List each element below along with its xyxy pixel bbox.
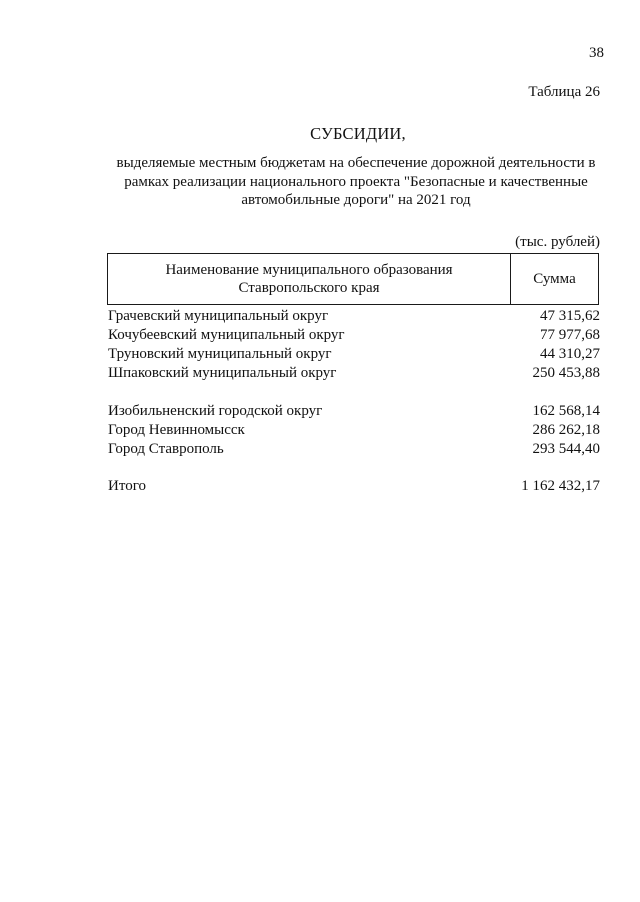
row-value: 162 568,14 [532, 402, 600, 419]
table-row [108, 345, 600, 364]
header-sum-cell: Сумма [533, 270, 576, 287]
units-note: (тыс. рублей) [515, 234, 600, 250]
table-body [108, 307, 600, 496]
subtitle-line: рамках реализации национального проекта "Безопасные и качественные [124, 173, 588, 190]
header-name-line: Наименование муниципального образования [165, 261, 453, 278]
row-value: 44 310,27 [540, 346, 600, 362]
row-value: 250 453,88 [532, 365, 600, 381]
row-value: 293 544,40 [532, 440, 600, 457]
row-value: 77 977,68 [540, 327, 600, 343]
row-name: Грачевский муниципальный округ [108, 308, 329, 324]
row-name: Шпаковский муниципальный округ [108, 365, 337, 381]
table-row [108, 364, 600, 383]
row-value: 286 262,18 [532, 421, 600, 438]
row-name: Город Ставрополь [108, 440, 224, 457]
total-row [108, 477, 600, 496]
row-value: 47 315,62 [540, 308, 600, 324]
document-subtitle [110, 154, 602, 210]
row-name: Город Невинномысск [108, 421, 245, 438]
table-row [108, 326, 600, 345]
subtitle-line: выделяемые местным бюджетам на обеспечение дорожной деятельности в [116, 155, 596, 171]
subtitle-line: автомобильные дороги" на 2021 год [241, 192, 471, 208]
page-number: 38 [589, 45, 604, 61]
header-name-line: Ставропольского края [238, 280, 380, 296]
table-row [108, 440, 600, 459]
table-header [107, 253, 599, 305]
row-name: Кочубеевский муниципальный округ [108, 327, 345, 343]
total-value: 1 162 432,17 [521, 478, 600, 494]
row-spacer [108, 383, 600, 402]
row-name: Труновский муниципальный округ [108, 346, 332, 362]
table-label: Таблица 26 [528, 84, 600, 100]
header-name-cell [108, 254, 511, 304]
table-row [108, 421, 600, 440]
document-title: СУБСИДИИ, [310, 124, 406, 143]
table-row [108, 402, 600, 421]
row-name: Изобильненский городской округ [108, 402, 323, 419]
row-spacer [108, 459, 600, 478]
table-row [108, 307, 600, 326]
total-label: Итого [108, 478, 146, 494]
